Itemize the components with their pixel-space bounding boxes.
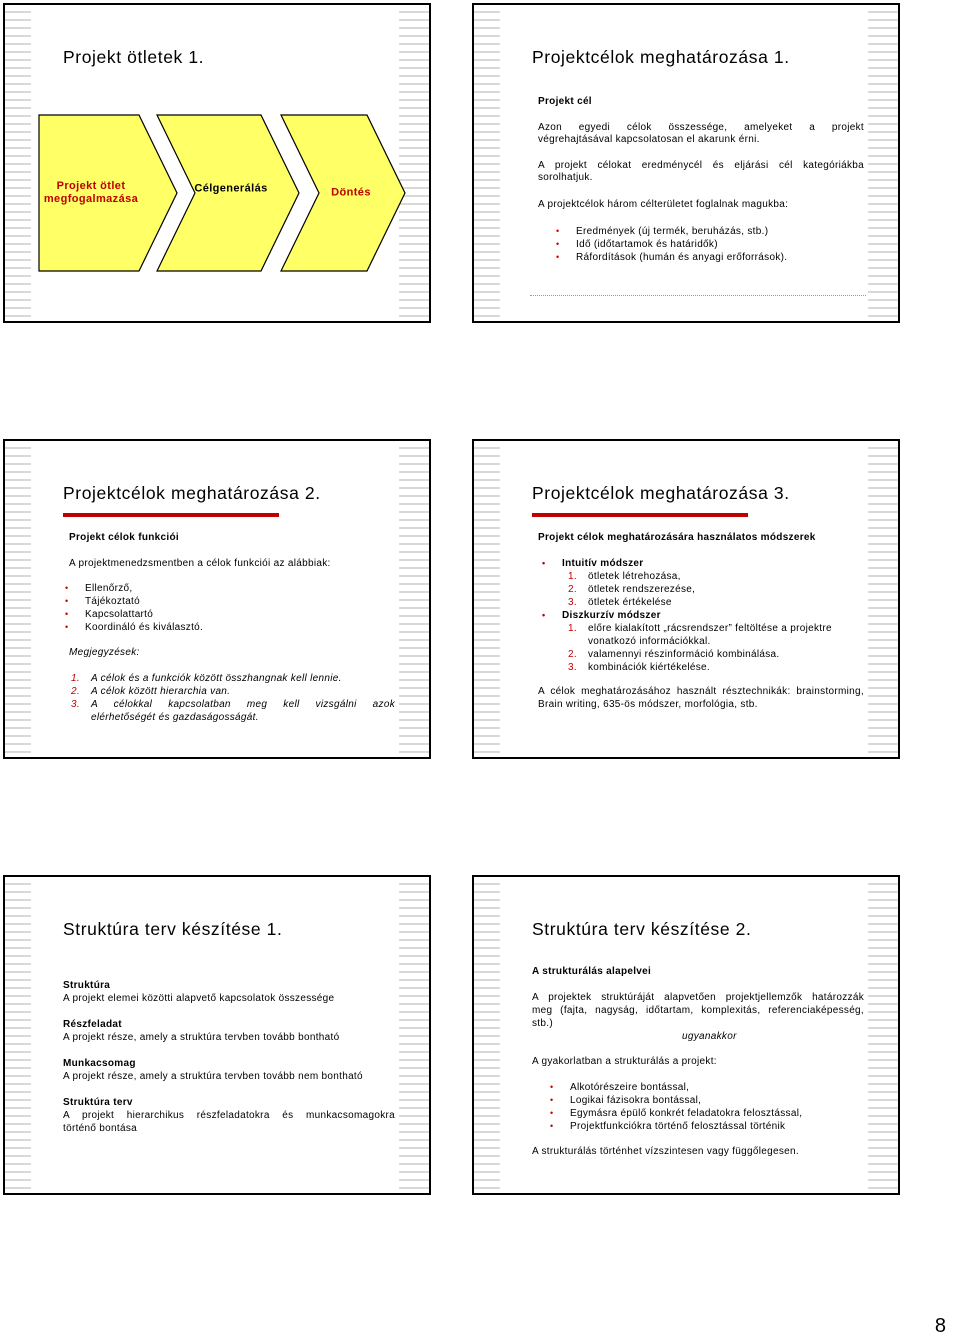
- list-number: 1.: [568, 623, 577, 634]
- slide-2-p2b: sorolhatjuk.: [538, 172, 593, 183]
- list-item: [540, 596, 864, 609]
- list-text: elérhetőségét és gazdaságosságát.: [91, 712, 259, 723]
- slide-4-heading: Projekt célok meghatározására használatos módszerek: [538, 532, 816, 543]
- slide-3: [3, 439, 431, 759]
- list-item: • Projektfunkciókra történő felosztással történik: [548, 1120, 802, 1133]
- slide-2-content: [500, 5, 868, 321]
- term: Struktúra terv: [63, 1097, 133, 1108]
- slide-4-method-list: [540, 557, 864, 674]
- list-item: [61, 685, 395, 698]
- chevron-2: [171, 113, 291, 265]
- list-item: [61, 698, 395, 711]
- slide-6-p3: A strukturálás történhet vízszintesen vagy függőlegesen.: [532, 1146, 799, 1157]
- slide-4-title: Projektcélok meghatározása 3.: [532, 483, 790, 503]
- list-item: • Idő (időtartamok és határidők): [554, 238, 787, 251]
- list-item: • Kapcsolattartó: [63, 608, 203, 621]
- list-text: A célok és a funkciók között összhangnak kell lennie.: [91, 673, 342, 684]
- list-text: vonatkozó információkkal.: [588, 636, 711, 647]
- method-discursive: • Diszkurzív módszer: [540, 609, 864, 622]
- list-text: ötletek értékelése: [588, 597, 672, 608]
- list-item: • Egymásra épülő konkrét feladatokra felosztással,: [548, 1107, 802, 1120]
- slide-2-bullet-list: [554, 225, 787, 264]
- slide-1: [3, 3, 431, 323]
- slide-3-title: Projektcélok meghatározása 2.: [63, 483, 321, 503]
- slide-6: [472, 875, 900, 1195]
- list-item-continuation: [61, 711, 395, 724]
- slide-3-bullet-list: [63, 582, 203, 634]
- slide-6-p1a: A projektek struktúráját alapvetően projektjellemzők határozzák: [532, 992, 864, 1003]
- list-item: • Alkotórészeire bontással,: [548, 1081, 802, 1094]
- list-number: 1.: [568, 571, 577, 582]
- slide-3-content: [31, 441, 399, 757]
- slide-4-title-underline: [532, 513, 748, 517]
- list-number: 1.: [71, 673, 80, 684]
- list-text: A célok között hierarchia van.: [91, 686, 231, 697]
- list-item: [540, 570, 864, 583]
- slide-2-p1a: Azon egyedi célok összessége, amelyeket a projekt: [538, 122, 864, 133]
- slide-2: [472, 3, 900, 323]
- list-item: • Eredmények (új termék, beruházás, stb.): [554, 225, 787, 238]
- list-item: • Tájékoztató: [63, 595, 203, 608]
- list-item: [540, 648, 864, 661]
- slide-5-title: Struktúra terv készítése 1.: [63, 919, 283, 939]
- list-item: [540, 583, 864, 596]
- slide-2-p3: A projektcélok három célterületet foglalnak magukba:: [538, 199, 789, 210]
- slide-6-bullet-list: [548, 1081, 802, 1133]
- term: Struktúra: [63, 980, 111, 991]
- list-item: [540, 661, 864, 674]
- slide-2-heading: Projekt cél: [538, 96, 592, 107]
- chevron-1-label: Projekt ötlet megfogalmazása: [43, 180, 139, 205]
- chevron-3: [307, 113, 395, 273]
- list-item: • Koordináló és kiválasztó.: [63, 621, 203, 634]
- slide-4-p-b: Brain writing, 635-ös módszer, morfológia, stb.: [538, 699, 758, 710]
- slide-1-title: Projekt ötletek 1.: [63, 47, 205, 67]
- slide-1-content: [31, 5, 399, 321]
- slide-5-content: [31, 877, 399, 1193]
- list-text: A célokkal kapcsolatban meg kell vizsgálni azok: [91, 699, 395, 710]
- list-text: valamennyi részinformáció kombinálása.: [588, 649, 780, 660]
- chevron-2-label: Célgenerálás: [194, 182, 268, 195]
- slide-3-intro: A projektmenedzsmentben a célok funkciói az alábbiak:: [69, 558, 331, 569]
- list-item: [540, 622, 864, 635]
- slide-2-divider: [530, 295, 866, 296]
- list-number: 3.: [568, 662, 577, 673]
- list-number: 3.: [568, 597, 577, 608]
- list-number: 2.: [71, 686, 80, 697]
- list-item: • Ellenőrző,: [63, 582, 203, 595]
- slide-2-title: Projektcélok meghatározása 1.: [532, 47, 790, 67]
- list-item: • Logikai fázisokra bontással,: [548, 1094, 802, 1107]
- slide-2-p1b: végrehajtásával kapcsolatosan el akarunk érni.: [538, 134, 760, 145]
- definition: A projekt része, amely a struktúra tervben tovább nem bontható: [63, 1071, 363, 1082]
- chevron-3-label: Döntés: [331, 186, 371, 199]
- slide-2-p2a: A projekt célokat eredménycél és eljárási cél kategóriákba: [538, 160, 864, 171]
- list-text: előre kialakított „rácsrendszer” feltöltése a projektre: [588, 623, 832, 634]
- slide-5-definitions: [63, 979, 395, 1135]
- list-number: 2.: [568, 649, 577, 660]
- definition-continuation: történő bontása: [63, 1123, 137, 1134]
- chevron-1: [37, 113, 145, 273]
- list-item-continuation: [540, 635, 864, 648]
- slide-5: [3, 875, 431, 1195]
- slide-4-p-a: A célok meghatározásához használt résztechnikák: brainstorming,: [538, 686, 864, 697]
- slide-6-p1d: ugyanakkor: [682, 1031, 737, 1042]
- list-text: ötletek létrehozása,: [588, 571, 681, 582]
- term: Részfeladat: [63, 1019, 122, 1030]
- slide-6-p2: A gyakorlatban a strukturálás a projekt:: [532, 1056, 717, 1067]
- definition: A projekt hierarchikus részfeladatokra és munkacsomagokra: [63, 1110, 395, 1121]
- list-item: [61, 672, 395, 685]
- slide-4: [472, 439, 900, 759]
- definition: A projekt része, amely a struktúra tervben tovább bontható: [63, 1032, 340, 1043]
- method-intuitive: • Intuitív módszer: [540, 557, 864, 570]
- list-number: 2.: [568, 584, 577, 595]
- definition: A projekt elemei közötti alapvető kapcsolatok összessége: [63, 993, 335, 1004]
- page-number: 8: [934, 1315, 946, 1337]
- slide-3-title-underline: [63, 513, 279, 517]
- slide-3-notes-list: [61, 672, 395, 724]
- slide-3-heading: Projekt célok funkciói: [69, 532, 179, 543]
- list-number: 3.: [71, 699, 80, 710]
- slide-3-notes-label: Megjegyzések:: [69, 647, 140, 658]
- term: Munkacsomag: [63, 1058, 136, 1069]
- slide-6-p1c: stb.): [532, 1018, 553, 1029]
- slide-4-content: [500, 441, 868, 757]
- slide-6-p1b: meg (fajta, nagyság, időtartam, komplexitás, referenciaképesség,: [532, 1005, 864, 1016]
- list-text: kombinációk kiértékelése.: [588, 662, 710, 673]
- slide-6-heading: A strukturálás alapelvei: [532, 966, 652, 977]
- list-item: • Ráfordítások (humán és anyagi erőforrások).: [554, 251, 787, 264]
- slide-6-title: Struktúra terv készítése 2.: [532, 919, 752, 939]
- list-text: ötletek rendszerezése,: [588, 584, 696, 595]
- slide-6-content: [500, 877, 868, 1193]
